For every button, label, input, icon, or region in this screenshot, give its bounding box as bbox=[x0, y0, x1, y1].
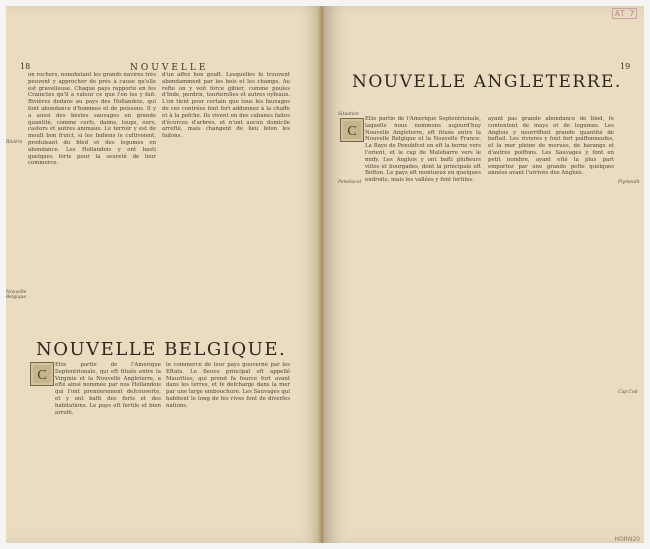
catalog-stamp: AT 7 bbox=[612, 8, 637, 19]
right-page-number: 19 bbox=[620, 62, 631, 71]
shelfmark: HORN20 bbox=[614, 536, 640, 543]
margin-note: Plymouth bbox=[618, 180, 640, 185]
left-text-column-3: Ette partie de l'Amerique Septentrionale, qui eft fituée entre la Virginie et la Nouvelle Angleterre, a efté ainsi nommée par nos Hollandois qui l'ont premierement defcouverte, et y ont bafti des forts et des habitations. Le pays eft fertile et bien arrofé. bbox=[55, 362, 161, 416]
left-text-column-4: le commerce de leur pays gouverné par les Eftats. Le fleuve principal eft appellé Mauritius, qui prend fa fource fort avant dans les terres, et fe defcharge dans la mer par une large embouchure. Les Sauvages qui habitent le long de fes rives font de diverfes nations. bbox=[166, 362, 290, 409]
right-text-column-2: ayant pas grande abondance de bled, fe contentent de mays et de legumes. Les Anglois y nourriffent grande quantité de beftail. Les rivieres y font fort poiffonneufes, et la mer pleine de morues, de harangs et d'autres poiffons. Les Sauvages y font en petit nombre, ayant efté la plus part emportez par une grande pefte quelques années avant l'arrivée des Anglois. bbox=[488, 116, 614, 177]
margin-note: Rivière bbox=[6, 140, 23, 145]
section-title-nouvelle-angleterre: NOUVELLE ANGLETERRE. bbox=[352, 72, 622, 92]
left-running-head: NOUVELLE bbox=[130, 63, 209, 73]
right-text-column-1: Ette partie de l'Amerique Septentrionale, laquelle nous nommons aujourd'huy Nouvelle Angleterre, eft fituée entre la Nouvelle Belgique et la Nouvelle France. La Baye de Penobfcot en eft la borne vers l'orient, et le cap de Malebarre vers le midy. Les Anglois y ont bafti plufieurs villes et bourgades, dont la principale eft Bofton. Le pays eft montueux en quelques endroits, mais les vallées y font fertiles. bbox=[365, 116, 481, 184]
dropcap-ornament bbox=[30, 362, 54, 386]
svg-text:C: C bbox=[347, 124, 357, 139]
left-text-column-1: on rochers, nonobstant les grands navires trés peuvent y approcher de prés à cause qu'elle est gravelleuse. Chaque pays rapporte en fes Crainctes qu'il a valeur ce que l'on les y fait. Rivières dedans au pays des Hollandois, qui font abondance d'hommes et de poissons. Il y a aussi des bestes sauvages en grande quantité, comme cerfs, daims, loups, ours, castors et autres animaux. Le terroir y est de moult bon fruict, si les Indiens le cultivoient, produisant du bled et des legumes en abondance. Les Hollandois y ont basti quelques forts pour la seureté de leur commerce. bbox=[28, 72, 156, 167]
margin-note: Cap Cod bbox=[618, 390, 638, 395]
margin-note: Nouvelle Belgique bbox=[6, 290, 27, 301]
section-title-nouvelle-belgique: NOUVELLE BELGIQUE. bbox=[36, 339, 287, 360]
margin-note: Situation bbox=[338, 112, 359, 117]
left-text-column-2: d'un affez bon gouft. Lesquelles fe trouvent abondamment par les bois et les champs. Au refte on y voit force gibier, comme poules d'Inde, perdrix, tourterelles et autres oyfeaux. L'on tient pour certain que tous les fauvages de ces contrées font fort addonnez à la chaffe et à la pefche. Ils vivent en des cabanes faites d'écorces d'arbres, et n'ont aucun domicile arrefté, mais changent de lieu felon les faifons. bbox=[162, 72, 290, 140]
left-page-number: 18 bbox=[20, 62, 31, 71]
svg-text:C: C bbox=[37, 368, 47, 383]
dropcap-ornament-right bbox=[340, 118, 364, 142]
margin-note: Penobscot bbox=[338, 180, 362, 185]
